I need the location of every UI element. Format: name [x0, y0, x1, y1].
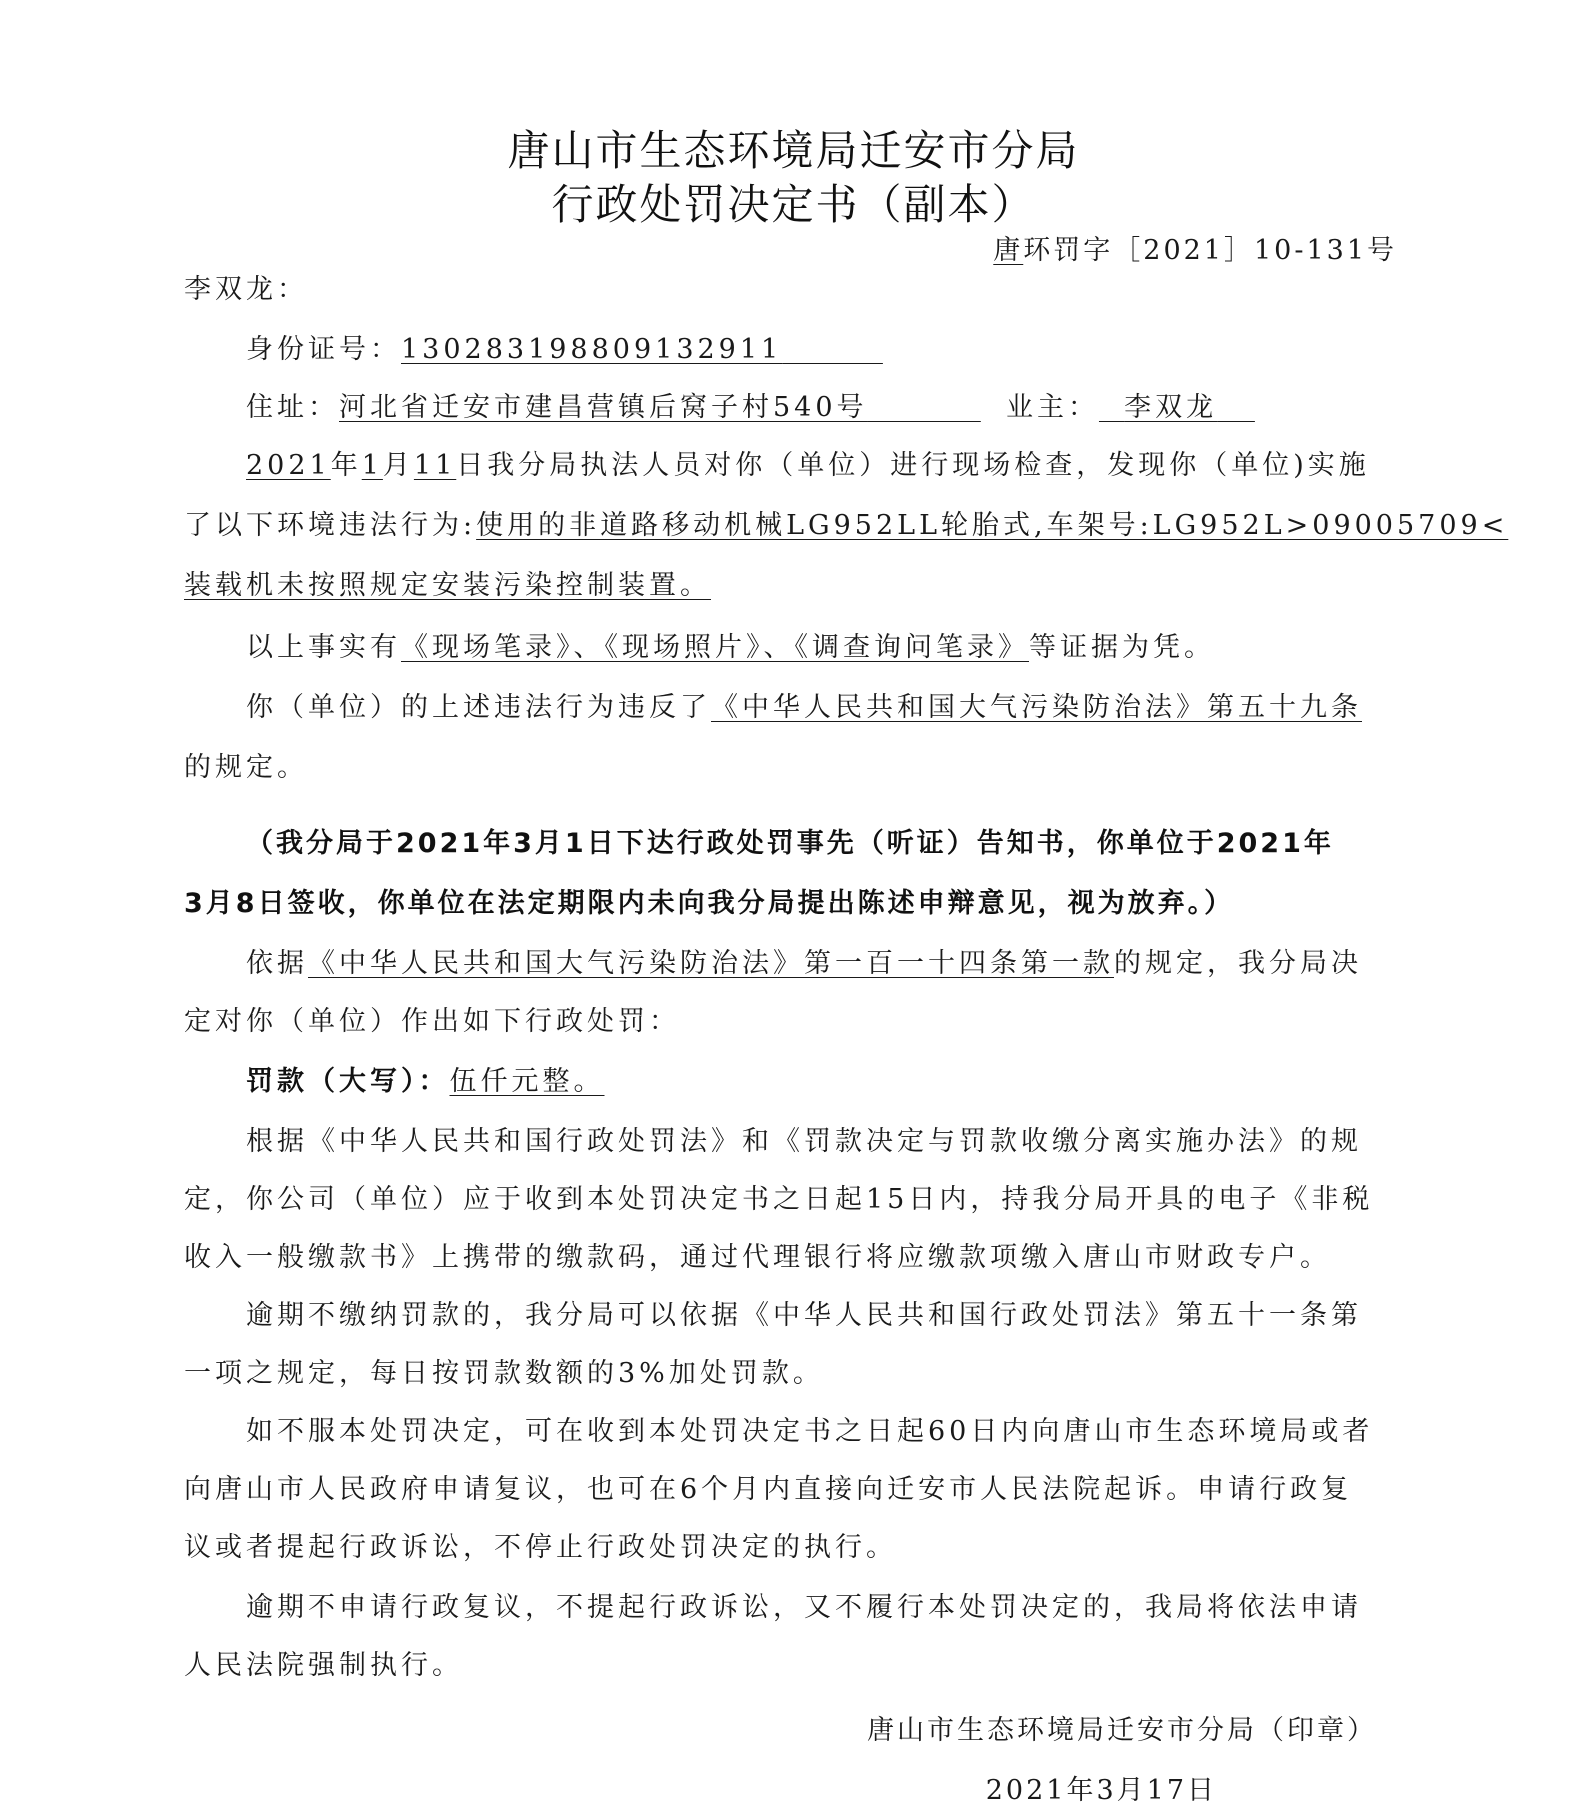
violated-law-line: 你（单位）的上述违法行为违反了《中华人民共和国大气污染防治法》第五十九条	[246, 692, 1362, 723]
document-org-title: 唐山市生态环境局迁安市分局	[507, 126, 1080, 175]
signature-date: 2021年3月17日	[985, 1775, 1217, 1806]
facts-line-1: 2021年1月11日我分局执法人员对你（单位）进行现场检查，发现你（单位)实施	[246, 450, 1370, 481]
enforce-line-2: 人民法院强制执行。	[184, 1650, 463, 1681]
basis-law: 《中华人民共和国大气污染防治法》第一百一十四条第一款	[308, 948, 1114, 979]
basis-line-1: 依据《中华人民共和国大气污染防治法》第一百一十四条第一款的规定，我分局决	[246, 948, 1362, 979]
addressee: 李双龙：	[184, 274, 308, 305]
basis-line-2: 定对你（单位）作出如下行政处罚：	[184, 1006, 680, 1037]
appeal-line-2: 向唐山市人民政府申请复议，也可在6个月内直接向迁安市人民法院起诉。申请行政复	[184, 1474, 1353, 1505]
inspection-month: 1	[361, 450, 383, 481]
inspection-year: 2021	[246, 450, 331, 481]
id-value: 130283198809132911	[401, 334, 783, 365]
violation-description-cont: 装载机未按照规定安装污染控制装置。	[184, 570, 711, 601]
inspection-day: 11	[413, 450, 457, 481]
document-number-rest: 环罚字［2021］10-131号	[1023, 235, 1397, 266]
address-label: 住址：	[246, 392, 339, 423]
document-number-prefix: 唐	[993, 235, 1024, 266]
document-type-title: 行政处罚决定书（副本）	[551, 180, 1036, 229]
id-row	[246, 332, 1404, 368]
enforce-line-1: 逾期不申请行政复议，不提起行政诉讼，又不履行本处罚决定的，我局将依法申请	[246, 1592, 1362, 1623]
fine-line	[246, 1064, 1404, 1100]
owner-value: 李双龙	[1124, 392, 1218, 423]
signature-org: 唐山市生态环境局迁安市分局（印章）	[867, 1715, 1377, 1746]
appeal-line-1: 如不服本处罚决定，可在收到本处罚决定书之日起60日内向唐山市生态环境局或者	[246, 1416, 1374, 1447]
evidence-line: 以上事实有《现场笔录》、《现场照片》、《调查询问笔录》等证据为凭。	[246, 632, 1215, 663]
notice-line-2: 3月8日签收，你单位在法定期限内未向我分局提出陈述申辩意见，视为放弃。）	[184, 888, 1235, 919]
facts-line-3	[184, 568, 1404, 604]
violated-law: 《中华人民共和国大气污染防治法》第五十九条	[711, 692, 1362, 723]
appeal-line-3: 议或者提起行政诉讼，不停止行政处罚决定的执行。	[184, 1532, 897, 1563]
violation-description: 使用的非道路移动机械LG952LL轮胎式,车架号:LG952L>09005709<	[476, 510, 1509, 541]
payment-line-2: 定，你公司（单位）应于收到本处罚决定书之日起15日内，持我分局开具的电子《非税	[184, 1184, 1374, 1215]
address-row	[246, 390, 1404, 426]
late-line-1: 逾期不缴纳罚款的，我分局可以依据《中华人民共和国行政处罚法》第五十一条第	[246, 1300, 1362, 1331]
address-value: 河北省迁安市建昌营镇后窝子村540号	[339, 392, 868, 423]
late-line-2: 一项之规定，每日按罚款数额的3%加处罚款。	[184, 1358, 824, 1389]
fine-label: 罚款（大写）：	[246, 1066, 450, 1097]
facts-line-2: 了以下环境违法行为:使用的非道路移动机械LG952LL轮胎式,车架号:LG952L>09005709<	[184, 510, 1509, 541]
fine-amount: 伍仟元整。	[449, 1066, 605, 1097]
payment-line-1: 根据《中华人民共和国行政处罚法》和《罚款决定与罚款收缴分离实施办法》的规	[246, 1126, 1362, 1157]
id-label: 身份证号：	[246, 334, 401, 365]
evidence-items: 《现场笔录》、《现场照片》、《调查询问笔录》	[401, 632, 1029, 663]
payment-line-3: 收入一般缴款书》上携带的缴款码，通过代理银行将应缴款项缴入唐山市财政专户。	[184, 1242, 1331, 1273]
document-number	[993, 228, 1397, 267]
violated-law-line-2: 的规定。	[184, 752, 308, 783]
owner-label: 业主：	[1005, 392, 1099, 423]
notice-line-1: （我分局于2021年3月1日下达行政处罚事先（听证）告知书，你单位于2021年	[246, 828, 1334, 859]
